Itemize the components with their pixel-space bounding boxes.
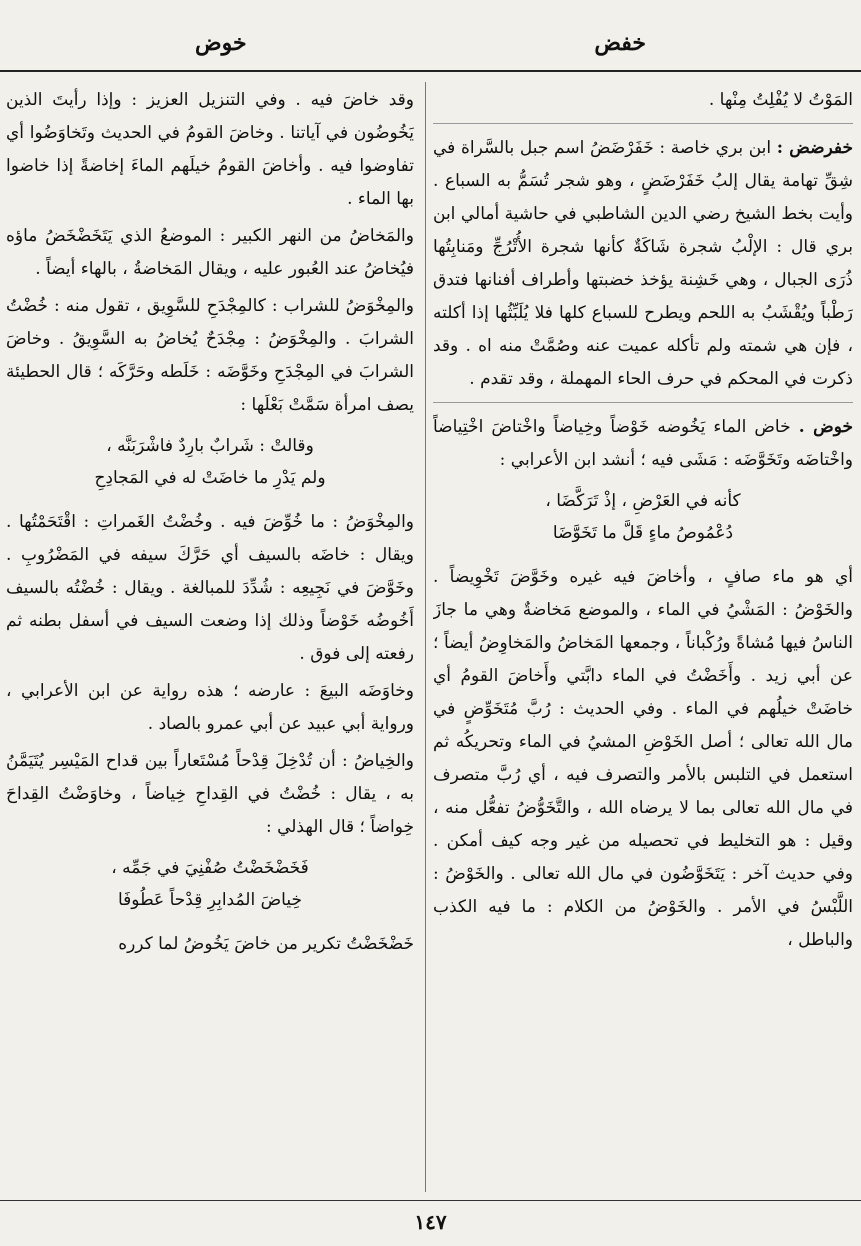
paragraph: أي هو ماء صافٍ ، وأخاضَ فيه غيره وخَوَّضَ تَخْوِيضاً . والخَوْضُ : المَشْيُ في الماء ، والموضع مَخاضةٌ وهي ما جازَ الناسُ فيها مُشاةً ورُكْباناً ، وجمعها المَخاضُ والمَخاوِضُ أيضاً ؛ عن أبي زيد . وأَخَضْتُ في الماء دابَّتي وأَخاضَ القومُ أي خاضَتْ خيلُهم في الماء . وفي الحديث : رُبَّ مُتَخَوِّضٍ في مال الله تعالى ؛ أصل الخَوْضِ المشيُ في الماء وتحريكُه ثم استعمل في التلبس بالأمر والتصرف فيه ، أي رُبَّ متصرف في مال الله تعالى بما لا يرضاه الله ، والتَّخَوُّضُ تفعُّل منه ، وقيل : هو التخليط في تحصيله من غير وجه كيف أمكن . وفي حديث آخر : يَتَخَوَّضُون في مال الله تعالى . والخَوْضُ : اللَّبْسُ في الأمر . والخَوْضُ من الكلام : ما فيه الكذب والباطل ،	[433, 567, 853, 950]
entry-headword: خوض .	[798, 417, 853, 437]
verse	[6, 852, 414, 916]
column-divider	[425, 82, 426, 1192]
entry-khawd	[433, 411, 853, 477]
paragraph: والمِخْوَضُ : ما خُوِّضَ فيه . وخُضْتُ الغَمراتِ : اقْتَحَمْتُها . ويقال : خاضَه بالسيف أي حَرَّكَ سيفه في المَضْرُوبِ . وخَوَّضَ في نَجِيعِه : شُدِّدَ للمبالغة . ويقال : خُضْتُه بالسيف أَخُوضُه خَوْضاً وذلك إذا وضعت السيف في أسفل بطنه ثم رفعته إلى فوق .	[6, 512, 414, 664]
entry-text: خاض الماء يَخُوضه خَوْضاً وخِياضاً واخْتاضَ اخْتِياضاً واخْتاضَه وتَخَوَّضَه : مَشَى فيه ؛ أنشد ابن الأعرابي :	[433, 417, 853, 470]
paragraph: والمَخاضُ من النهر الكبير : الموضعُ الذي يَتَخَضْخَضُ ماؤه فيُخاضُ عند العُبور عليه ، ويقال المَخاضةُ ، بالهاء أيضاً .	[6, 226, 414, 279]
header-rule	[0, 70, 861, 72]
verse-line: فَخَضْخَضْتُ صُفْنِيَ في جَمِّه ،	[111, 858, 309, 878]
paragraph: وخاوَضَه البيعَ : عارضه ؛ هذه رواية عن ابن الأعرابي ، ورواية أبي عبيد عن أبي عمرو بالصاد .	[6, 681, 414, 734]
verse	[6, 430, 414, 494]
paragraph: والمِخْوَضُ للشراب : كالمِجْدَحِ للسَّوِيق ، تقول منه : خُضْتُ الشرابَ . والمِخْوَضُ : مِجْدَحٌ يُخاضُ به السَّوِيقُ . وخاضَ الشرابَ في المِجْدَحِ وخَوَّضَه : خَلَطه وحَرَّكَه ؛ قال الحطيئة يصف امرأة سَمَّتْ بَعْلَها :	[6, 296, 414, 415]
entry-text: ابن بري خاصة : خَفَرْضَضُ اسم جبل بالسَّراة في شِقِّ تهامة يقال إلبُ خَفَرْضَضٍ ، وهو شجر تُسَمُّ به السباع . وأيت بخط الشيخ رضي الدين الشاطبي في حاشية أمالي ابن بري قال : الإلْبُ شجرة شَاكَةٌ كأنها شجرة الأُتْرُجِّ ومَنابِتُها ذُرَى الجبال ، وهي خَشِنة يؤخذ خضبتها وأطراف أفنانها فتدق رَطْباً ويُقْشَبُ به اللحم ويطرح للسباع كلها فلا يُلَبِّثُها إذا أكلته ، فإن هي شمته ولم تأكله عميت عنه وصُمَّتْ منه اه . وقد ذكرت في المحكم في حرف الحاء المهملة ، وقد تقدم .	[433, 138, 853, 389]
paragraph: المَوْتُ لا يُفْلِتُ مِنْها .	[708, 90, 853, 110]
footer-rule	[0, 1200, 861, 1201]
left-column	[6, 84, 414, 1194]
page-header	[0, 28, 861, 64]
paragraph: والخِياضُ : أن تُدْخِلَ قِدْحاً مُسْتَعاراً بين قداح المَيْسِر يُتَيَمَّنُ به ، يقال : خُضْتُ في القِداحِ خِياضاً ، وخاوَضْتُ القِداحَ خِواضاً ؛ قال الهذلي :	[6, 751, 414, 837]
paragraph: خَضْخَضْتُ تكرير من خاضَ يَخُوضُ لما كرره	[118, 934, 414, 954]
verse-line: كأنه في العَرْضِ ، إذْ تَرَكَّضَا ،	[545, 491, 741, 511]
verse-line: خِياضَ المُدابِرِ قِدْحاً عَطُوفَا	[118, 890, 302, 910]
verse	[433, 485, 853, 549]
entry-separator	[433, 123, 853, 124]
verse-line: ولم يَدْرِ ما خاضَتْ له في المَجادِحِ	[94, 468, 326, 488]
verse-line: دُعْمُوصُ ماءٍ قَلَّ ما تَخَوَّضَا	[552, 523, 734, 543]
page-number: ١٤٧	[414, 1210, 447, 1234]
entry-separator	[433, 402, 853, 403]
entry-headword: خفرضض :	[776, 138, 853, 158]
entry-khafardad	[433, 132, 853, 396]
header-word-left: خوض	[195, 30, 247, 56]
verse-line: وقالتْ : شَرابٌ بارِدٌ فاشْرَبَنَّه ،	[106, 436, 314, 456]
header-word-right: خفض	[594, 30, 646, 56]
paragraph: وقد خاضَ فيه . وفي التنزيل العزيز : وإذا رأيتَ الذين يَخُوضُون في آياتنا . وخاضَ القومُ في الحديث وتَخاوَضُوا أي تفاوضوا فيه . وأخاضَ القومُ خيلَهم الماءَ إخاضةً إذا خاضوا بها الماء .	[6, 90, 414, 209]
right-column	[433, 84, 853, 1194]
